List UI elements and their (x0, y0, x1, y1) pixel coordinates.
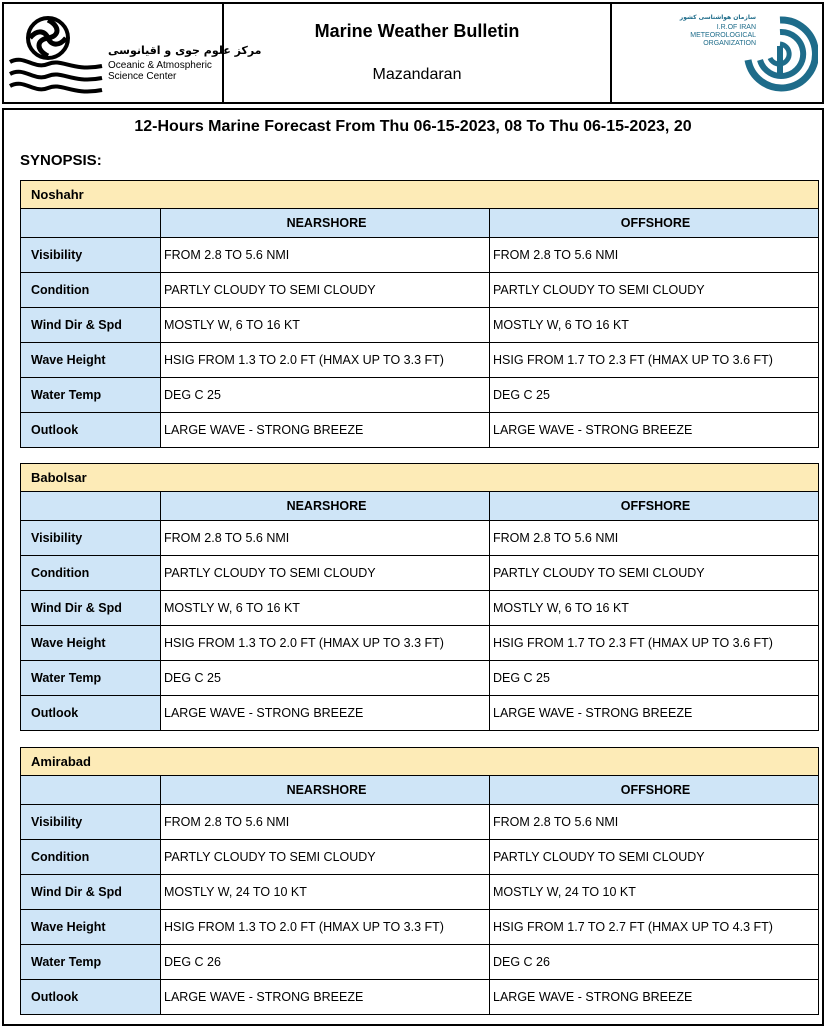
oasc-logo-icon (8, 10, 104, 100)
row-label: Condition (21, 273, 161, 308)
offshore-value: DEG C 25 (490, 661, 819, 696)
row-label: Wind Dir & Spd (21, 591, 161, 626)
row-label: Water Temp (21, 661, 161, 696)
nearshore-value: LARGE WAVE - STRONG BREEZE (161, 980, 490, 1015)
row-label: Outlook (21, 980, 161, 1015)
row-label: Wind Dir & Spd (21, 308, 161, 343)
offshore-value: LARGE WAVE - STRONG BREEZE (490, 696, 819, 731)
station-table (20, 463, 819, 731)
offshore-header: OFFSHORE (490, 492, 819, 521)
station-name: Noshahr (21, 181, 819, 209)
table-row (21, 378, 819, 413)
offshore-value: LARGE WAVE - STRONG BREEZE (490, 980, 819, 1015)
nearshore-value: MOSTLY W, 6 TO 16 KT (161, 308, 490, 343)
station-name: Amirabad (21, 748, 819, 776)
table-row (21, 805, 819, 840)
row-label: Water Temp (21, 945, 161, 980)
table-row (21, 273, 819, 308)
row-label: Wave Height (21, 626, 161, 661)
row-label: Outlook (21, 696, 161, 731)
table-row (21, 626, 819, 661)
synopsis-label: SYNOPSIS: (20, 152, 102, 169)
table-row (21, 945, 819, 980)
nearshore-value: PARTLY CLOUDY TO SEMI CLOUDY (161, 556, 490, 591)
nearshore-value: FROM 2.8 TO 5.6 NMI (161, 805, 490, 840)
offshore-value: HSIG FROM 1.7 TO 2.3 FT (HMAX UP TO 3.6 FT) (490, 626, 819, 661)
bulletin-title-block (224, 4, 612, 102)
header-blank-cell (21, 776, 161, 805)
offshore-value: MOSTLY W, 6 TO 16 KT (490, 308, 819, 343)
row-label: Water Temp (21, 378, 161, 413)
table-row (21, 521, 819, 556)
irimo-logo-icon (740, 12, 818, 96)
row-label: Outlook (21, 413, 161, 448)
nearshore-header: NEARSHORE (161, 209, 490, 238)
bulletin-region: Mazandaran (372, 66, 462, 83)
row-label: Wave Height (21, 343, 161, 378)
row-label: Visibility (21, 521, 161, 556)
station-name: Babolsar (21, 464, 819, 492)
offshore-value: PARTLY CLOUDY TO SEMI CLOUDY (490, 273, 819, 308)
forecast-frame (2, 108, 824, 1026)
table-row (21, 238, 819, 273)
offshore-value: MOSTLY W, 6 TO 16 KT (490, 591, 819, 626)
nearshore-value: MOSTLY W, 24 TO 10 KT (161, 875, 490, 910)
offshore-value: PARTLY CLOUDY TO SEMI CLOUDY (490, 840, 819, 875)
station-table (20, 180, 819, 448)
header-blank-cell (21, 492, 161, 521)
offshore-value: PARTLY CLOUDY TO SEMI CLOUDY (490, 556, 819, 591)
station-block-babolsar (20, 463, 818, 731)
offshore-value: DEG C 26 (490, 945, 819, 980)
oasc-branding (4, 4, 262, 102)
row-label: Condition (21, 840, 161, 875)
table-row (21, 696, 819, 731)
station-block-amirabad (20, 747, 818, 1015)
nearshore-value: FROM 2.8 TO 5.6 NMI (161, 238, 490, 273)
nearshore-header: NEARSHORE (161, 776, 490, 805)
offshore-value: MOSTLY W, 24 TO 10 KT (490, 875, 819, 910)
table-row (21, 910, 819, 945)
bulletin-title: Marine Weather Bulletin (314, 21, 520, 41)
offshore-value: FROM 2.8 TO 5.6 NMI (490, 238, 819, 273)
offshore-value: LARGE WAVE - STRONG BREEZE (490, 413, 819, 448)
offshore-header: OFFSHORE (490, 209, 819, 238)
nearshore-value: FROM 2.8 TO 5.6 NMI (161, 521, 490, 556)
row-label: Wave Height (21, 910, 161, 945)
oasc-name-fa: مرکز علوم جوی و اقیانوسی (108, 44, 262, 57)
table-row (21, 591, 819, 626)
table-row (21, 980, 819, 1015)
row-label: Wind Dir & Spd (21, 875, 161, 910)
table-row (21, 413, 819, 448)
nearshore-value: HSIG FROM 1.3 TO 2.0 FT (HMAX UP TO 3.3 FT) (161, 910, 490, 945)
offshore-header: OFFSHORE (490, 776, 819, 805)
nearshore-header: NEARSHORE (161, 492, 490, 521)
nearshore-value: HSIG FROM 1.3 TO 2.0 FT (HMAX UP TO 3.3 FT) (161, 343, 490, 378)
nearshore-value: DEG C 25 (161, 661, 490, 696)
row-label: Condition (21, 556, 161, 591)
station-block-noshahr (20, 180, 818, 448)
nearshore-value: PARTLY CLOUDY TO SEMI CLOUDY (161, 273, 490, 308)
nearshore-value: MOSTLY W, 6 TO 16 KT (161, 591, 490, 626)
nearshore-value: LARGE WAVE - STRONG BREEZE (161, 413, 490, 448)
table-row (21, 840, 819, 875)
irimo-name-en: I.R.OF IRAN METEOROLOGICAL ORGANIZATION (690, 24, 756, 47)
table-row (21, 556, 819, 591)
nearshore-value: DEG C 26 (161, 945, 490, 980)
header-blank-cell (21, 209, 161, 238)
irimo-name-fa: سازمان هواشناسی کشور (679, 14, 756, 21)
nearshore-value: DEG C 25 (161, 378, 490, 413)
table-row (21, 661, 819, 696)
irimo-branding (612, 4, 822, 102)
nearshore-value: PARTLY CLOUDY TO SEMI CLOUDY (161, 840, 490, 875)
offshore-value: FROM 2.8 TO 5.6 NMI (490, 805, 819, 840)
nearshore-value: HSIG FROM 1.3 TO 2.0 FT (HMAX UP TO 3.3 FT) (161, 626, 490, 661)
row-label: Visibility (21, 805, 161, 840)
oasc-name-en: Oceanic & Atmospheric Science Center (108, 60, 212, 82)
station-table (20, 747, 819, 1015)
table-row (21, 343, 819, 378)
forecast-title: 12-Hours Marine Forecast From Thu 06-15-2023, 08 To Thu 06-15-2023, 20 (134, 118, 692, 135)
bulletin-header (2, 2, 824, 104)
table-row (21, 875, 819, 910)
offshore-value: FROM 2.8 TO 5.6 NMI (490, 521, 819, 556)
table-row (21, 308, 819, 343)
offshore-value: DEG C 25 (490, 378, 819, 413)
offshore-value: HSIG FROM 1.7 TO 2.7 FT (HMAX UP TO 4.3 FT) (490, 910, 819, 945)
row-label: Visibility (21, 238, 161, 273)
offshore-value: HSIG FROM 1.7 TO 2.3 FT (HMAX UP TO 3.6 FT) (490, 343, 819, 378)
nearshore-value: LARGE WAVE - STRONG BREEZE (161, 696, 490, 731)
